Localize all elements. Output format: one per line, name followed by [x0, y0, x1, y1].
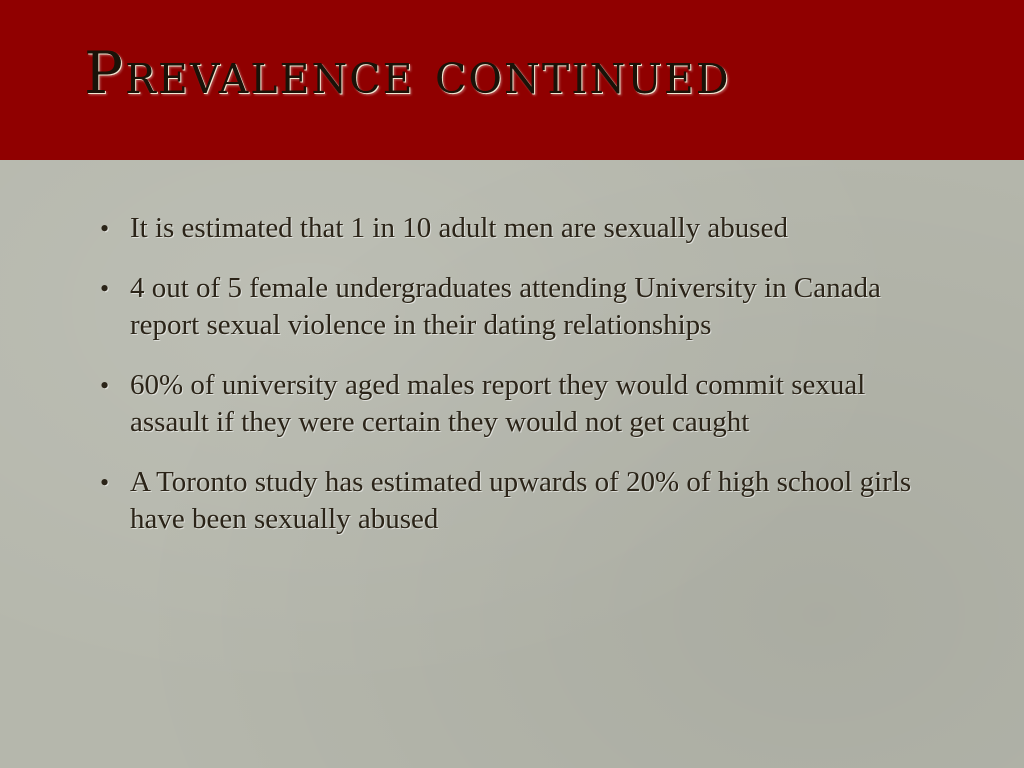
bullet-item [100, 270, 920, 344]
title-band [0, 0, 1024, 160]
bullet-item [100, 367, 920, 441]
bullet-text: 60% of university aged males report they would commit sexual assault if they were certain they would not get caught [130, 369, 866, 438]
bullet-item [100, 464, 920, 538]
bullet-marker: • [100, 214, 110, 243]
bullet-text: 4 out of 5 female undergraduates attending University in Canada report sexual violence in their dating relationships [130, 272, 881, 341]
bullet-marker: • [100, 468, 110, 497]
bullet-item [100, 210, 920, 247]
bullet-text: It is estimated that 1 in 10 adult men are sexually abused [130, 212, 788, 244]
bullet-text: A Toronto study has estimated upwards of 20% of high school girls have been sexually abused [130, 466, 912, 535]
bullet-marker: • [100, 371, 110, 400]
slide-title: Prevalence continued [84, 39, 731, 107]
bullet-list [100, 210, 920, 561]
bullet-marker: • [100, 274, 110, 303]
